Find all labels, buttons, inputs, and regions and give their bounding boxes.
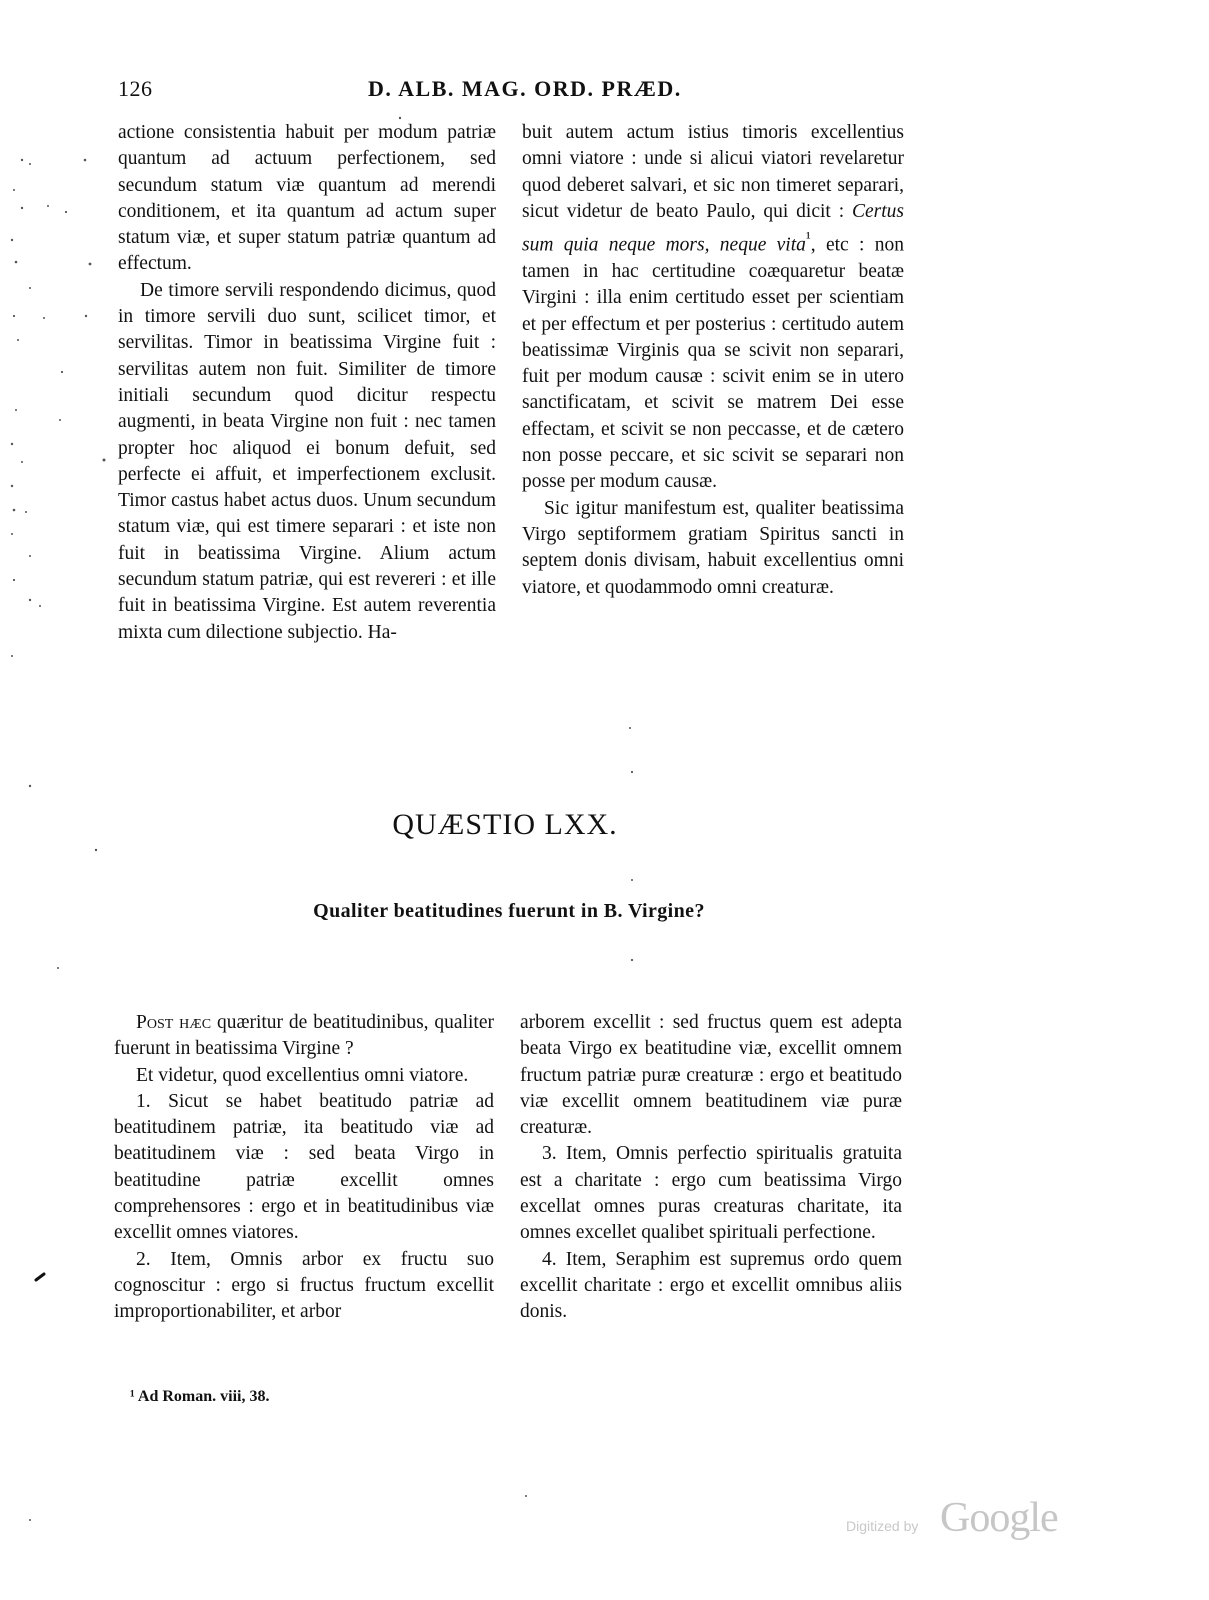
text-run: quæritur de beatitudinibus, qualiter fuerunt in beatissima Virgine ? <box>114 1012 494 1060</box>
paragraph <box>522 120 904 496</box>
top-left-column <box>118 120 496 646</box>
running-head <box>118 76 908 108</box>
footnote-marker: ¹ <box>805 229 811 248</box>
paragraph: 1. Sicut se habet beatitudo patriæ ad beatitudinem patriæ, ita beatitudo viæ ad beatitudinem viæ : sed beata Virgo in beatitudine patriæ excellit omnes comprehensores : ergo et in beatitudinibus viæ excellit omnes viatores. <box>114 1090 494 1244</box>
question-subtitle: Qualiter beatitudines fuerunt in B. Virgine? <box>313 900 705 922</box>
paragraph: arborem excellit : sed fructus quem est adepta beata Virgo ex beatitudine viæ, excellit omnem fructum patriæ puræ creaturæ : ergo et beatitudo viæ excellit omnem beatitudinem viæ puræ creaturæ. <box>520 1012 902 1139</box>
opening-words: Post hæc <box>136 1012 212 1033</box>
paragraph: actione consistentia habuit per modum patriæ quantum ad actuum perfectionem, sed secundum statum viæ quantum ad merendi conditionem, et ita quantum ad actum super statum viæ, et super statum patriæ quantum ad effectum. <box>118 122 496 275</box>
paragraph: De timore servili respondendo dicimus, quod in timore servili duo sunt, scilicet timor, et servilitas. Timor in beatissima Virgine fuit : servilitas autem non fuit. Similiter de timore initiali secundum quod dicitur respectu augmenti, in beata Virgine non fuit : nec tamen propter hoc aliquod ei bonum defuit, sed perfecte ei affuit, et imperfectionem exclusit. Timor castus habet actus duos. Unum secundum statum viæ, qui est timere separari : et iste non fuit in beatissima Virgine. Alium actum secundum statum patriæ, qui est revereri : et ille fuit in beatissima Virgine. Est autem reverentia mixta cum dilectione subjectio. Ha- <box>118 279 496 643</box>
paragraph: Et videtur, quod excellentius omni viatore. <box>136 1064 469 1086</box>
scripture-quote: Certus sum quia neque mors, neque vita <box>522 200 904 256</box>
google-logo: Google <box>940 1495 1058 1541</box>
question-heading: QUÆSTIO LXX. <box>392 808 618 841</box>
running-title: D. ALB. MAG. ORD. PRÆD. <box>368 76 682 101</box>
paragraph <box>114 1010 494 1063</box>
paragraph: 2. Item, Omnis arbor ex fructu suo cognoscitur : ergo si fructus fructum excellit improportionabiliter, et arbor <box>114 1248 494 1323</box>
bottom-right-column <box>520 1010 902 1326</box>
digitized-watermark <box>846 1496 1086 1546</box>
page-number: 126 <box>118 76 153 101</box>
paragraph: 4. Item, Seraphim est supremus ordo quem excellit charitate : ergo et excellit omnibus aliis donis. <box>520 1248 902 1323</box>
bottom-left-column <box>114 1010 494 1326</box>
top-right-column <box>522 120 904 601</box>
text-run: buit autem actum istius timoris excellentius omni viatore : unde si alicui viatori revelaretur quod deberet salvari, et sic non timeret separari, sicut videtur de beato Paulo, qui dicit : <box>522 122 904 222</box>
paragraph: 3. Item, Omnis perfectio spiritualis gratuita est a charitate : ergo cum beatissima Virgo excellat omnes puras creaturas charitate, ita omnes excellet qualibet spirituali perfectione. <box>520 1143 902 1244</box>
watermark-prefix: Digitized by <box>846 1518 919 1534</box>
paragraph: Sic igitur manifestum est, qualiter beatissima Virgo septiformem gratiam Spiritus sancti in septem donis divisam, habuit excellentius omni viatore, et quodammodo omni creaturæ. <box>522 497 904 598</box>
footnote: ¹ Ad Roman. viii, 38. <box>130 1388 270 1405</box>
text-run: , etc : non tamen in hac certitudine coæquaretur beatæ Virgini : illa enim certitudo esset per scientiam et per effectum et per posterius : certitudo autem beatissimæ Virginis qua se scivit non separari, fuit per modum causæ : scivit enim se in utero sanctificatam, et scivit se matrem Dei esse effectam, et scivit se non peccasse, et de cætero non posse peccare, et sic scivit se separari non posse per modum causæ. <box>522 234 904 493</box>
